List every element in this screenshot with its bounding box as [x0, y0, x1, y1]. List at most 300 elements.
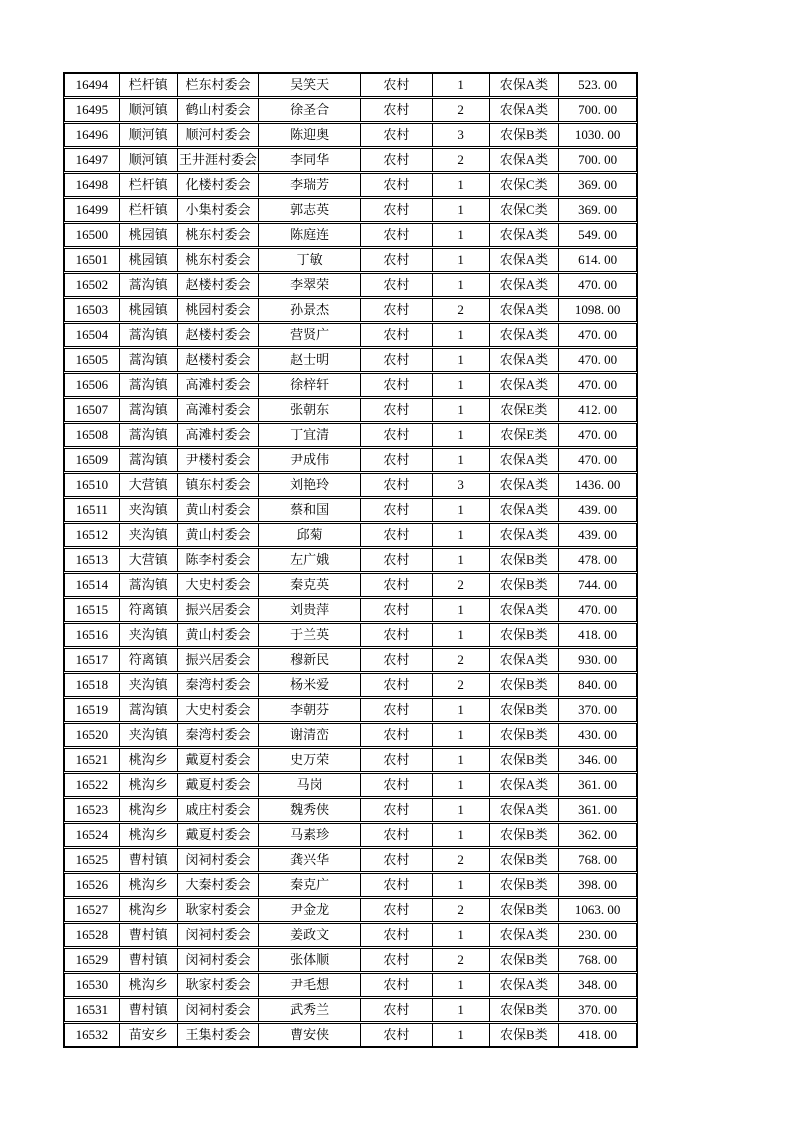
- cell-record-id: 16529: [65, 949, 120, 971]
- cell-town: 蒿沟镇: [120, 399, 178, 421]
- cell-insurance-type: 农保A类: [490, 524, 560, 546]
- cell-town: 桃沟乡: [120, 799, 178, 821]
- table-row: [64, 323, 637, 347]
- cell-category: 农村: [361, 424, 433, 446]
- cell-town: 曹村镇: [120, 949, 178, 971]
- cell-amount: 523. 00: [578, 77, 618, 92]
- cell-insurance-type: 农保B类: [490, 699, 560, 721]
- cell-record-id: 16518: [65, 674, 120, 696]
- cell-insurance-type: 农保A类: [490, 374, 560, 396]
- cell-record-id: 16501: [65, 249, 120, 271]
- table-row: [64, 373, 637, 397]
- cell-category: 农村: [361, 874, 433, 896]
- cell-person-count: 1: [433, 924, 490, 946]
- cell-town: 蒿沟镇: [120, 699, 178, 721]
- cell-town: 桃沟乡: [120, 749, 178, 771]
- cell-town: 桃园镇: [120, 299, 178, 321]
- table-row: [64, 973, 637, 997]
- cell-person-name: 李翠荣: [259, 274, 361, 296]
- cell-person-count: 1: [433, 1024, 490, 1046]
- table-row: [64, 173, 637, 197]
- cell-village-committee: 桃东村委会: [178, 249, 260, 271]
- cell-amount: 549. 00: [578, 227, 618, 242]
- cell-category: 农村: [361, 74, 433, 96]
- cell-person-count: 1: [433, 799, 490, 821]
- cell-insurance-type: 农保A类: [490, 299, 560, 321]
- cell-person-count: 1: [433, 224, 490, 246]
- cell-category: 农村: [361, 699, 433, 721]
- cell-amount: 418. 00: [578, 627, 618, 642]
- cell-person-name: 李瑞芳: [259, 174, 361, 196]
- cell-person-name: 马岗: [259, 774, 361, 796]
- cell-person-count: 2: [433, 674, 490, 696]
- cell-amount: 930. 00: [578, 652, 618, 667]
- cell-insurance-type: 农保A类: [490, 99, 560, 121]
- cell-person-count: 2: [433, 99, 490, 121]
- cell-category: 农村: [361, 949, 433, 971]
- cell-person-count: 2: [433, 574, 490, 596]
- cell-village-committee: 鹤山村委会: [178, 99, 260, 121]
- cell-person-name: 吴笑天: [259, 74, 361, 96]
- cell-village-committee: 闵祠村委会: [178, 924, 260, 946]
- cell-person-count: 1: [433, 624, 490, 646]
- cell-category: 农村: [361, 1024, 433, 1046]
- cell-person-count: 2: [433, 649, 490, 671]
- table-body: [64, 73, 637, 1047]
- cell-village-committee: 桃园村委会: [178, 299, 260, 321]
- cell-amount: 470. 00: [578, 427, 618, 442]
- cell-person-name: 李同华: [259, 149, 361, 171]
- cell-record-id: 16507: [65, 399, 120, 421]
- cell-amount: 361. 00: [578, 777, 618, 792]
- cell-category: 农村: [361, 799, 433, 821]
- cell-person-count: 3: [433, 124, 490, 146]
- cell-town: 夹沟镇: [120, 624, 178, 646]
- cell-category: 农村: [361, 274, 433, 296]
- cell-town: 蒿沟镇: [120, 374, 178, 396]
- cell-category: 农村: [361, 649, 433, 671]
- cell-person-count: 1: [433, 749, 490, 771]
- cell-town: 曹村镇: [120, 999, 178, 1021]
- cell-record-id: 16496: [65, 124, 120, 146]
- cell-village-committee: 赵楼村委会: [178, 349, 260, 371]
- cell-record-id: 16499: [65, 199, 120, 221]
- cell-insurance-type: 农保E类: [490, 424, 560, 446]
- table-row: [64, 448, 637, 472]
- table-row: [64, 648, 637, 672]
- cell-record-id: 16505: [65, 349, 120, 371]
- cell-amount: 470. 00: [578, 602, 618, 617]
- cell-insurance-type: 农保A类: [490, 599, 560, 621]
- table-row: [64, 748, 637, 772]
- cell-category: 农村: [361, 349, 433, 371]
- cell-amount: 398. 00: [578, 877, 618, 892]
- cell-category: 农村: [361, 324, 433, 346]
- cell-record-id: 16527: [65, 899, 120, 921]
- cell-record-id: 16528: [65, 924, 120, 946]
- cell-amount: 439. 00: [578, 502, 618, 517]
- cell-record-id: 16515: [65, 599, 120, 621]
- cell-person-name: 赵士明: [259, 349, 361, 371]
- table-row: [64, 698, 637, 722]
- cell-person-name: 姜政文: [259, 924, 361, 946]
- cell-village-committee: 振兴居委会: [178, 599, 260, 621]
- cell-person-name: 张朝东: [259, 399, 361, 421]
- cell-amount: 470. 00: [578, 277, 618, 292]
- cell-record-id: 16523: [65, 799, 120, 821]
- cell-amount: 700. 00: [578, 102, 618, 117]
- cell-person-count: 1: [433, 549, 490, 571]
- table-row: [64, 548, 637, 572]
- cell-amount: 439. 00: [578, 527, 618, 542]
- table-row: [64, 773, 637, 797]
- cell-category: 农村: [361, 124, 433, 146]
- cell-record-id: 16495: [65, 99, 120, 121]
- cell-town: 栏杆镇: [120, 174, 178, 196]
- cell-category: 农村: [361, 899, 433, 921]
- cell-person-name: 尹成伟: [259, 449, 361, 471]
- cell-amount: 470. 00: [578, 352, 618, 367]
- cell-record-id: 16506: [65, 374, 120, 396]
- cell-category: 农村: [361, 924, 433, 946]
- cell-category: 农村: [361, 774, 433, 796]
- cell-person-count: 1: [433, 599, 490, 621]
- cell-amount: 470. 00: [578, 452, 618, 467]
- cell-amount: 370. 00: [578, 1002, 618, 1017]
- cell-town: 蒿沟镇: [120, 324, 178, 346]
- cell-village-committee: 秦湾村委会: [178, 674, 260, 696]
- cell-person-count: 2: [433, 849, 490, 871]
- table-row: [64, 1023, 637, 1047]
- cell-village-committee: 戚庄村委会: [178, 799, 260, 821]
- cell-person-name: 刘艳玲: [259, 474, 361, 496]
- cell-village-committee: 戴夏村委会: [178, 774, 260, 796]
- cell-category: 农村: [361, 524, 433, 546]
- cell-person-name: 营贤广: [259, 324, 361, 346]
- cell-person-count: 1: [433, 174, 490, 196]
- cell-record-id: 16521: [65, 749, 120, 771]
- cell-category: 农村: [361, 99, 433, 121]
- cell-person-name: 李朝芬: [259, 699, 361, 721]
- cell-category: 农村: [361, 199, 433, 221]
- cell-insurance-type: 农保B类: [490, 124, 560, 146]
- cell-record-id: 16504: [65, 324, 120, 346]
- cell-person-name: 尹金龙: [259, 899, 361, 921]
- cell-amount: 614. 00: [578, 252, 618, 267]
- cell-village-committee: 大史村委会: [178, 574, 260, 596]
- cell-town: 蒿沟镇: [120, 574, 178, 596]
- cell-insurance-type: 农保B类: [490, 749, 560, 771]
- cell-record-id: 16500: [65, 224, 120, 246]
- cell-town: 桃园镇: [120, 224, 178, 246]
- cell-insurance-type: 农保A类: [490, 474, 560, 496]
- cell-person-name: 秦克英: [259, 574, 361, 596]
- cell-category: 农村: [361, 724, 433, 746]
- cell-record-id: 16526: [65, 874, 120, 896]
- cell-insurance-type: 农保B类: [490, 674, 560, 696]
- cell-amount: 840. 00: [578, 677, 618, 692]
- table-row: [64, 298, 637, 322]
- cell-person-count: 3: [433, 474, 490, 496]
- cell-amount: 369. 00: [578, 177, 618, 192]
- cell-person-count: 1: [433, 349, 490, 371]
- cell-amount: 348. 00: [578, 977, 618, 992]
- cell-town: 蒿沟镇: [120, 449, 178, 471]
- cell-town: 桃园镇: [120, 249, 178, 271]
- cell-village-committee: 小集村委会: [178, 199, 260, 221]
- cell-town: 桃沟乡: [120, 874, 178, 896]
- cell-insurance-type: 农保B类: [490, 899, 560, 921]
- cell-insurance-type: 农保C类: [490, 174, 560, 196]
- table-row: [64, 848, 637, 872]
- cell-person-name: 杨米爱: [259, 674, 361, 696]
- table-row: [64, 273, 637, 297]
- cell-person-name: 左广娥: [259, 549, 361, 571]
- table-row: [64, 123, 637, 147]
- cell-person-count: 1: [433, 699, 490, 721]
- cell-record-id: 16508: [65, 424, 120, 446]
- cell-amount: 1030. 00: [574, 127, 621, 142]
- cell-record-id: 16522: [65, 774, 120, 796]
- cell-person-name: 邱菊: [259, 524, 361, 546]
- cell-amount: 478. 00: [578, 552, 618, 567]
- cell-town: 蒿沟镇: [120, 424, 178, 446]
- cell-person-name: 龚兴华: [259, 849, 361, 871]
- cell-town: 大营镇: [120, 474, 178, 496]
- cell-insurance-type: 农保C类: [490, 199, 560, 221]
- cell-village-committee: 尹楼村委会: [178, 449, 260, 471]
- cell-category: 农村: [361, 224, 433, 246]
- cell-category: 农村: [361, 749, 433, 771]
- cell-record-id: 16514: [65, 574, 120, 596]
- cell-person-name: 穆新民: [259, 649, 361, 671]
- cell-amount: 370. 00: [578, 702, 618, 717]
- cell-person-name: 郭志英: [259, 199, 361, 221]
- table-row: [64, 523, 637, 547]
- cell-category: 农村: [361, 849, 433, 871]
- cell-record-id: 16513: [65, 549, 120, 571]
- table-row: [64, 823, 637, 847]
- cell-person-count: 1: [433, 774, 490, 796]
- cell-village-committee: 赵楼村委会: [178, 324, 260, 346]
- cell-town: 蒿沟镇: [120, 349, 178, 371]
- cell-village-committee: 大史村委会: [178, 699, 260, 721]
- cell-person-count: 1: [433, 974, 490, 996]
- cell-town: 桃沟乡: [120, 974, 178, 996]
- cell-town: 符离镇: [120, 599, 178, 621]
- cell-amount: 700. 00: [578, 152, 618, 167]
- cell-town: 夹沟镇: [120, 524, 178, 546]
- cell-insurance-type: 农保B类: [490, 549, 560, 571]
- cell-town: 夹沟镇: [120, 499, 178, 521]
- cell-person-name: 马素珍: [259, 824, 361, 846]
- cell-insurance-type: 农保A类: [490, 224, 560, 246]
- cell-person-name: 张体顺: [259, 949, 361, 971]
- cell-record-id: 16520: [65, 724, 120, 746]
- table-row: [64, 923, 637, 947]
- cell-category: 农村: [361, 549, 433, 571]
- table-row: [64, 148, 637, 172]
- cell-amount: 1098. 00: [574, 302, 621, 317]
- cell-village-committee: 闵祠村委会: [178, 849, 260, 871]
- cell-category: 农村: [361, 149, 433, 171]
- cell-insurance-type: 农保A类: [490, 974, 560, 996]
- cell-insurance-type: 农保A类: [490, 799, 560, 821]
- cell-person-name: 蔡和国: [259, 499, 361, 521]
- cell-town: 桃沟乡: [120, 774, 178, 796]
- table-row: [64, 348, 637, 372]
- cell-record-id: 16531: [65, 999, 120, 1021]
- cell-person-count: 2: [433, 149, 490, 171]
- cell-category: 农村: [361, 824, 433, 846]
- cell-village-committee: 顺河村委会: [178, 124, 260, 146]
- cell-insurance-type: 农保B类: [490, 1024, 560, 1046]
- cell-village-committee: 赵楼村委会: [178, 274, 260, 296]
- table-row: [64, 673, 637, 697]
- cell-insurance-type: 农保B类: [490, 724, 560, 746]
- cell-town: 栏杆镇: [120, 199, 178, 221]
- table-row: [64, 598, 637, 622]
- cell-insurance-type: 农保A类: [490, 149, 560, 171]
- cell-category: 农村: [361, 399, 433, 421]
- cell-record-id: 16524: [65, 824, 120, 846]
- cell-amount: 361. 00: [578, 802, 618, 817]
- cell-category: 农村: [361, 249, 433, 271]
- cell-village-committee: 闵祠村委会: [178, 949, 260, 971]
- table-row: [64, 948, 637, 972]
- cell-person-count: 2: [433, 899, 490, 921]
- table-row: [64, 798, 637, 822]
- table-row: [64, 398, 637, 422]
- cell-person-name: 孙景杰: [259, 299, 361, 321]
- cell-village-committee: 秦湾村委会: [178, 724, 260, 746]
- cell-person-count: 1: [433, 324, 490, 346]
- cell-town: 桃沟乡: [120, 824, 178, 846]
- table-row: [64, 873, 637, 897]
- cell-record-id: 16498: [65, 174, 120, 196]
- cell-village-committee: 高滩村委会: [178, 399, 260, 421]
- cell-amount: 369. 00: [578, 202, 618, 217]
- cell-insurance-type: 农保A类: [490, 324, 560, 346]
- cell-town: 顺河镇: [120, 99, 178, 121]
- cell-insurance-type: 农保B类: [490, 824, 560, 846]
- cell-category: 农村: [361, 474, 433, 496]
- table-row: [64, 423, 637, 447]
- cell-category: 农村: [361, 624, 433, 646]
- cell-person-count: 1: [433, 999, 490, 1021]
- cell-category: 农村: [361, 174, 433, 196]
- cell-village-committee: 戴夏村委会: [178, 824, 260, 846]
- cell-village-committee: 耿家村委会: [178, 899, 260, 921]
- table-row: [64, 98, 637, 122]
- cell-person-count: 1: [433, 449, 490, 471]
- cell-town: 夹沟镇: [120, 674, 178, 696]
- cell-town: 夹沟镇: [120, 724, 178, 746]
- cell-village-committee: 陈李村委会: [178, 549, 260, 571]
- cell-amount: 412. 00: [578, 402, 618, 417]
- cell-record-id: 16497: [65, 149, 120, 171]
- cell-insurance-type: 农保A类: [490, 274, 560, 296]
- cell-amount: 470. 00: [578, 377, 618, 392]
- cell-record-id: 16517: [65, 649, 120, 671]
- cell-town: 符离镇: [120, 649, 178, 671]
- cell-insurance-type: 农保A类: [490, 774, 560, 796]
- cell-person-name: 丁敏: [259, 249, 361, 271]
- cell-insurance-type: 农保A类: [490, 349, 560, 371]
- table-row: [64, 723, 637, 747]
- cell-insurance-type: 农保B类: [490, 874, 560, 896]
- cell-village-committee: 桃东村委会: [178, 224, 260, 246]
- cell-insurance-type: 农保A类: [490, 649, 560, 671]
- cell-amount: 470. 00: [578, 327, 618, 342]
- records-table: [63, 72, 638, 1048]
- cell-record-id: 16516: [65, 624, 120, 646]
- cell-person-count: 1: [433, 874, 490, 896]
- cell-person-count: 2: [433, 949, 490, 971]
- cell-town: 顺河镇: [120, 149, 178, 171]
- cell-person-name: 秦克广: [259, 874, 361, 896]
- cell-person-count: 1: [433, 399, 490, 421]
- cell-insurance-type: 农保A类: [490, 499, 560, 521]
- cell-person-name: 武秀兰: [259, 999, 361, 1021]
- table-row: [64, 498, 637, 522]
- cell-insurance-type: 农保E类: [490, 399, 560, 421]
- table-row: [64, 223, 637, 247]
- cell-person-name: 刘贵萍: [259, 599, 361, 621]
- cell-record-id: 16502: [65, 274, 120, 296]
- cell-village-committee: 黄山村委会: [178, 524, 260, 546]
- cell-village-committee: 化楼村委会: [178, 174, 260, 196]
- cell-category: 农村: [361, 449, 433, 471]
- cell-person-name: 谢清峦: [259, 724, 361, 746]
- cell-amount: 744. 00: [578, 577, 618, 592]
- cell-person-name: 陈庭连: [259, 224, 361, 246]
- table-row: [64, 73, 637, 97]
- cell-village-committee: 振兴居委会: [178, 649, 260, 671]
- cell-insurance-type: 农保B类: [490, 999, 560, 1021]
- cell-town: 栏杆镇: [120, 74, 178, 96]
- cell-person-count: 1: [433, 724, 490, 746]
- table-row: [64, 898, 637, 922]
- cell-record-id: 16503: [65, 299, 120, 321]
- cell-record-id: 16532: [65, 1024, 120, 1046]
- cell-insurance-type: 农保B类: [490, 949, 560, 971]
- cell-village-committee: 黄山村委会: [178, 624, 260, 646]
- cell-village-committee: 栏东村委会: [178, 74, 260, 96]
- cell-village-committee: 高滩村委会: [178, 424, 260, 446]
- cell-record-id: 16494: [65, 74, 120, 96]
- cell-insurance-type: 农保B类: [490, 624, 560, 646]
- table-row: [64, 473, 637, 497]
- cell-person-name: 曹安侠: [259, 1024, 361, 1046]
- cell-person-name: 陈迎奥: [259, 124, 361, 146]
- cell-person-count: 2: [433, 299, 490, 321]
- cell-person-count: 1: [433, 374, 490, 396]
- cell-insurance-type: 农保B类: [490, 574, 560, 596]
- cell-amount: 1063. 00: [574, 902, 621, 917]
- cell-record-id: 16511: [65, 499, 120, 521]
- cell-insurance-type: 农保A类: [490, 924, 560, 946]
- cell-insurance-type: 农保A类: [490, 449, 560, 471]
- cell-village-committee: 高滩村委会: [178, 374, 260, 396]
- cell-town: 苗安乡: [120, 1024, 178, 1046]
- cell-village-committee: 王集村委会: [178, 1024, 260, 1046]
- table-row: [64, 573, 637, 597]
- cell-category: 农村: [361, 674, 433, 696]
- cell-category: 农村: [361, 974, 433, 996]
- cell-record-id: 16509: [65, 449, 120, 471]
- cell-person-count: 1: [433, 249, 490, 271]
